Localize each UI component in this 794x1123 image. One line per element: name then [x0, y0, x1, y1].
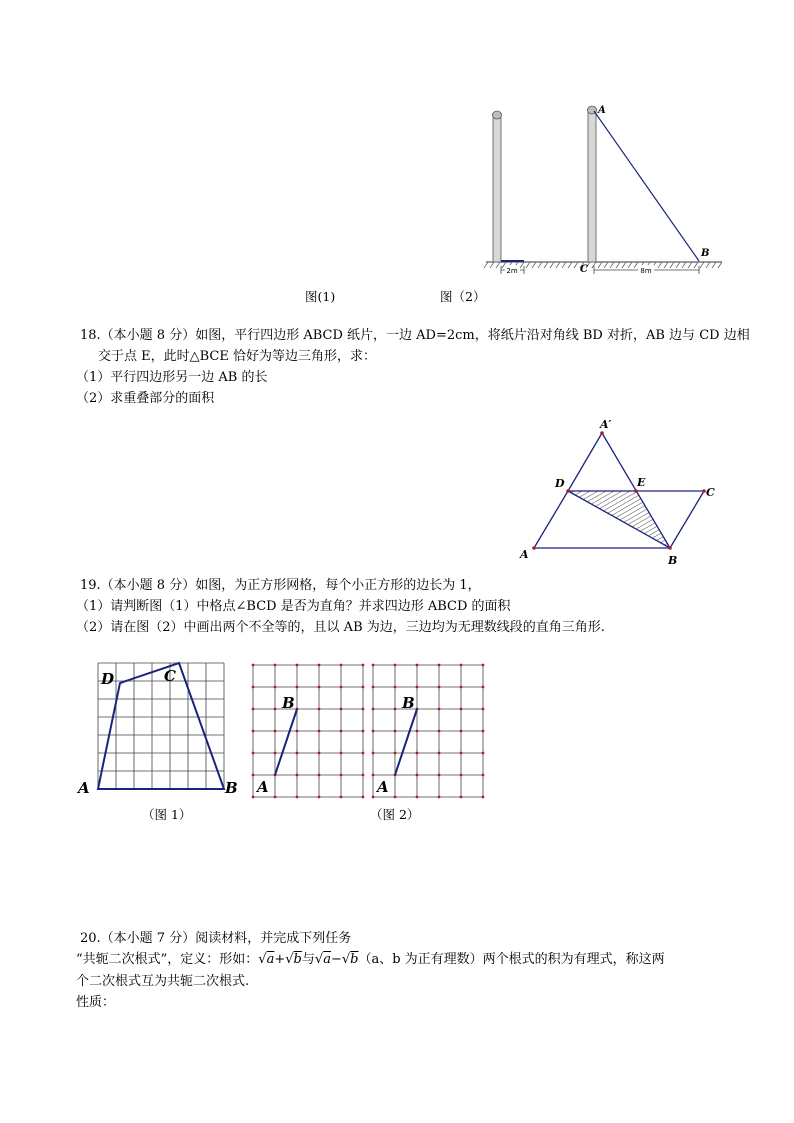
- q18-line1: 18.（本小题 8 分）如图，平行四边形 ABCD 纸片，一边 AD=2cm，将纸片沿对角线 BD 对折，AB 边与 CD 边相: [80, 328, 750, 343]
- grid-fig1-caption: （图 1）: [142, 807, 192, 822]
- q18-sub1: （1）平行四边形另一边 AB 的长: [76, 370, 268, 385]
- q20-def-line2: 个二次根式互为共轭二次根式.: [76, 974, 250, 989]
- g1-label-a: A: [78, 779, 90, 797]
- q19-sub2: （2）请在图（2）中画出两个不全等的，且以 AB 为边，三边均为无理数线段的直角三角形.: [76, 620, 605, 635]
- q19-sub1: （1）请判断图（1）中格点∠BCD 是否为直角？并求四边形 ABCD 的面积: [76, 599, 511, 614]
- label-e: E: [637, 476, 646, 489]
- label-a: A: [598, 105, 606, 116]
- g1-label-c: C: [164, 667, 176, 685]
- g1-label-b: B: [225, 779, 238, 797]
- label-c: C: [706, 486, 715, 499]
- radical-expr-diff: √a−√b: [314, 952, 359, 967]
- q20-definition: [76, 951, 665, 969]
- fig1-caption: 图(1): [305, 289, 336, 304]
- q19-line1: 19.（本小题 8 分）如图，为正方形网格，每个小正方形的边长为 1，: [80, 578, 481, 593]
- dim-left: 2m: [506, 267, 518, 275]
- q20-property: 性质：: [76, 995, 116, 1010]
- g1-label-d: D: [101, 670, 115, 688]
- dim-right: 8m: [640, 267, 652, 275]
- q18-line2: 交于点 E，此时△BCE 恰好为等边三角形，求：: [98, 349, 376, 364]
- g2a-label-b: B: [282, 694, 295, 712]
- g2b-label-a: A: [377, 778, 389, 796]
- radical-expr-sum: √a+√b: [258, 952, 302, 967]
- label-c: C: [580, 264, 588, 275]
- grid-fig2-caption: （图 2）: [370, 807, 420, 822]
- fig2-caption: 图（2）: [440, 289, 486, 304]
- label-a-prime: A′: [600, 418, 612, 431]
- label-d: D: [555, 477, 565, 490]
- q20-def-pre: “共轭二次根式”，定义：形如：: [76, 952, 259, 967]
- label-b: B: [668, 554, 678, 567]
- label-b: B: [701, 248, 710, 259]
- q18-sub2: （2）求重叠部分的面积: [76, 391, 215, 406]
- q20-line1: 20.（本小题 7 分）阅读材料，并完成下列任务: [80, 931, 352, 946]
- g2b-label-b: B: [402, 694, 415, 712]
- q20-def-mid2: （a、b 为正有理数）两个根式的积为有理式，称这两: [358, 952, 665, 967]
- label-a: A: [520, 548, 529, 561]
- q20-def-mid1: 与: [301, 952, 315, 967]
- g2a-label-a: A: [257, 778, 269, 796]
